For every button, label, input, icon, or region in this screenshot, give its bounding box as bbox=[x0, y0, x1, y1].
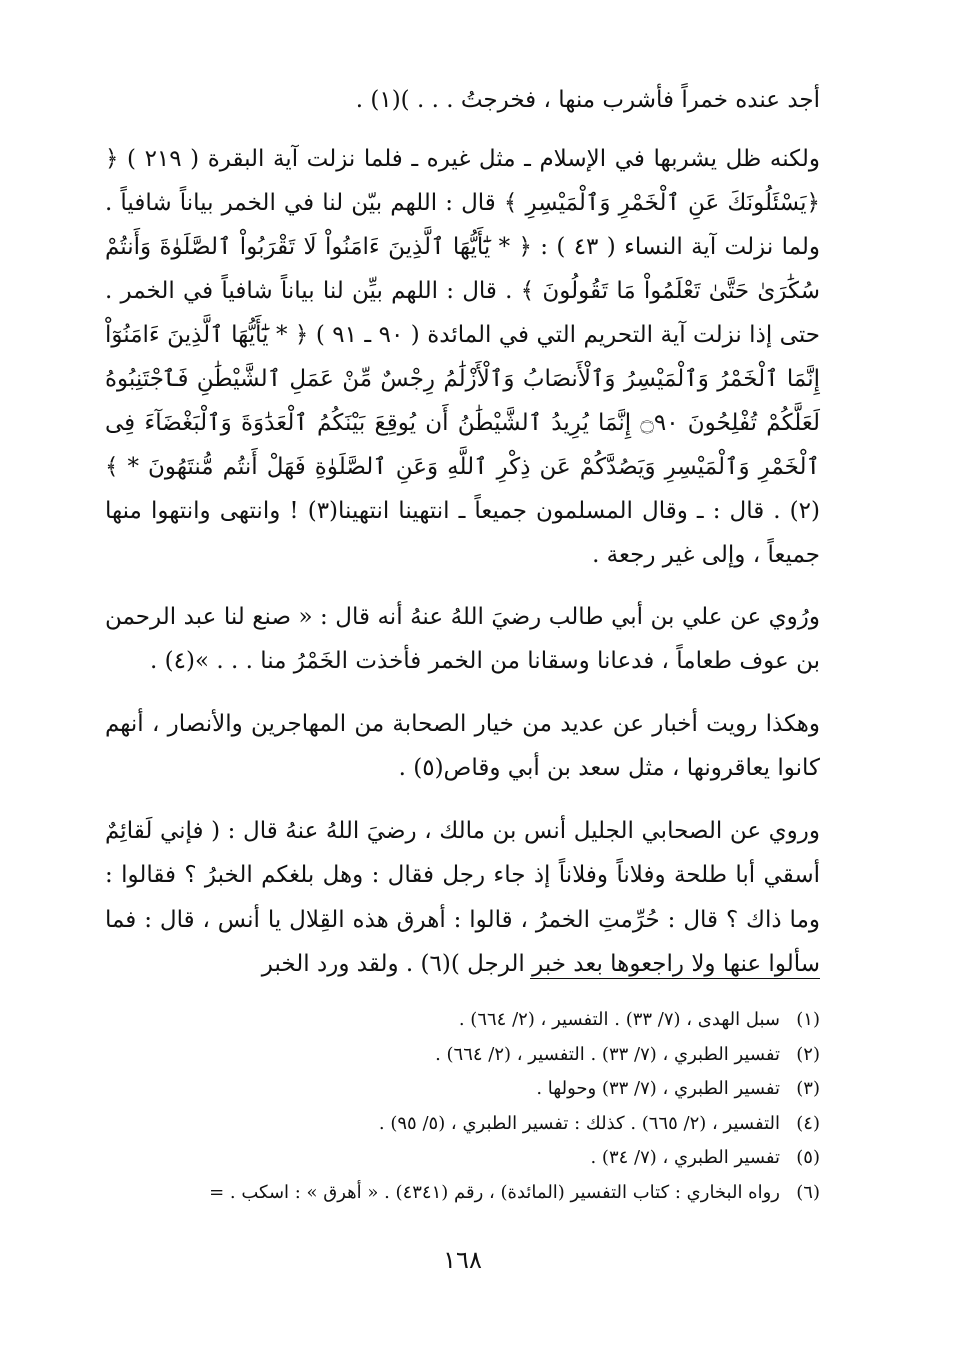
footnote-text: تفسير الطبري ، (٧/ ٣٣) وحولها . bbox=[536, 1078, 780, 1099]
footnote-text: تفسير الطبري ، (٧/ ٣٣) . التفسير ، (٢/ ٦٦٤) . bbox=[435, 1043, 780, 1065]
footnote-item bbox=[105, 1107, 820, 1142]
paragraph-quran-verses: ولكنه ظل يشربها في الإسلام ـ مثل غيره ـ فلما نزلت آية البقرة ( ٢١٩ ) ﴿ ﴿يَسْئَلُونَكَ عَنِ ٱلْخَمْرِ وَٱلْمَيْسِرِ ﴾ قال : اللهم بيّن لنا في الخمر بياناً شافياً . ولما نزلت آية النساء ( ٤٣ ) : ﴿ * يَٰٓأَيُّهَا ٱلَّذِينَ ءَامَنُواْ لَا تَقْرَبُواْ ٱلصَّلَوٰةَ وَأَنتُمْ سُكَٰرَىٰ حَتَّىٰ تَعْلَمُواْ مَا تَقُولُونَ ﴾ . قال : اللهم بيِّن لنا بياناً شافياً في الخمر . حتى إذا نزلت آية التحريم التي في المائدة ( ٩٠ ـ ٩١ ) ﴿ * يَٰٓأَيُّهَا ٱلَّذِينَ ءَامَنُوٓاْ إِنَّمَا ٱلْخَمْرُ وَٱلْمَيْسِرُ وَٱلْأَنصَابُ وَٱلْأَزْلَٰمُ رِجْسٌ مِّنْ عَمَلِ ٱلشَّيْطَٰنِ فَٱجْتَنِبُوهُ لَعَلَّكُمْ تُفْلِحُونَ ۝٩٠ إِنَّمَا يُرِيدُ ٱلشَّيْطَٰنُ أَن يُوقِعَ بَيْنَكُمُ ٱلْعَدَٰوَةَ وَٱلْبَغْضَآءَ فِى ٱلْخَمْرِ وَٱلْمَيْسِرِ وَيَصُدَّكُمْ عَن ذِكْرِ ٱللَّهِ وَعَنِ ٱلصَّلَوٰةِ فَهَلْ أَنتُم مُّنتَهُونَ * ﴾(٢) . قال : ـ وقال المسلمون جميعاً ـ انتهينا انتهينا(٣) ! وانتهى وانتهوا منها جميعاً ، وإلى غير رجعة . bbox=[105, 145, 820, 568]
book-page bbox=[105, 78, 820, 1365]
footnote-item bbox=[105, 1141, 820, 1176]
footnote-number: (٦) bbox=[796, 1181, 820, 1203]
footnote-text: رواه البخاري : كتاب التفسير (المائدة) ، رقم (٤٣٤١) . « أهرق » : اسكب . = bbox=[209, 1181, 780, 1203]
footnote-number: (٢) bbox=[796, 1043, 820, 1065]
footnote-text: التفسير ، (٢/ ٦٦٥) . كذلك : تفسير الطبري ، (٥/ ٩٥) . bbox=[378, 1112, 780, 1134]
paragraph-ali-narration: ورُوي عن علي بن أبي طالب رضيَ اللهُ عنهُ أنه قال : « صنع لنا عبد الرحمن بن عوف طعاماً ، فدعانا وسقانا من الخمر فأخذت الخَمْرُ منا . . . »(٤) . bbox=[105, 603, 820, 674]
footnote-number: (٣) bbox=[796, 1078, 820, 1099]
footnote-divider bbox=[530, 978, 820, 979]
footnote-text: سبل الهدى ، (٧/ ٣٣) . التفسير ، (٢/ ٦٦٤) . bbox=[458, 1009, 780, 1030]
paragraph-anas-narration: وروي عن الصحابي الجليل أنس بن مالك ، رضيَ اللهُ عنهُ قال : ( فإني لَقائِمٌ أسقي أبا طلحة وفلاناً وفلاناً إذ جاء رجل فقال : وهل بلغكم الخبرُ ؟ فقالوا : وما ذاك ؟ قال : حُرِّمتِ الخمرُ ، قالوا : أهرق هذه القِلال يا أنس ، قال : فما سألوا عنها ولا راجعوها بعد خبر الرجل )(٦) . ولقد ورد الخبر bbox=[105, 817, 820, 977]
footnote-item bbox=[105, 1003, 820, 1038]
footnote-item bbox=[105, 1072, 820, 1107]
footnote-number: (٥) bbox=[796, 1147, 820, 1168]
paragraph-continuation: أجد عنده خمراً فأشرب منها ، فخرجتُ . . . )(١) . bbox=[355, 87, 820, 113]
footnotes-list bbox=[105, 1003, 820, 1210]
footnote-number: (٤) bbox=[796, 1112, 820, 1134]
footnote-number: (١) bbox=[796, 1009, 820, 1030]
paragraph-companions: وهكذا رويت أخبار عن عديد من خيار الصحابة من المهاجرين والأنصار ، أنهم كانوا يعاقرونها ، مثل سعد بن أبي وقاص(٥) . bbox=[105, 710, 820, 781]
footnote-item bbox=[105, 1038, 820, 1073]
footnote-text: تفسير الطبري ، (٧/ ٣٤) . bbox=[590, 1147, 780, 1168]
page-number: ١٦٨ bbox=[443, 1246, 482, 1274]
footnote-item bbox=[105, 1176, 820, 1211]
